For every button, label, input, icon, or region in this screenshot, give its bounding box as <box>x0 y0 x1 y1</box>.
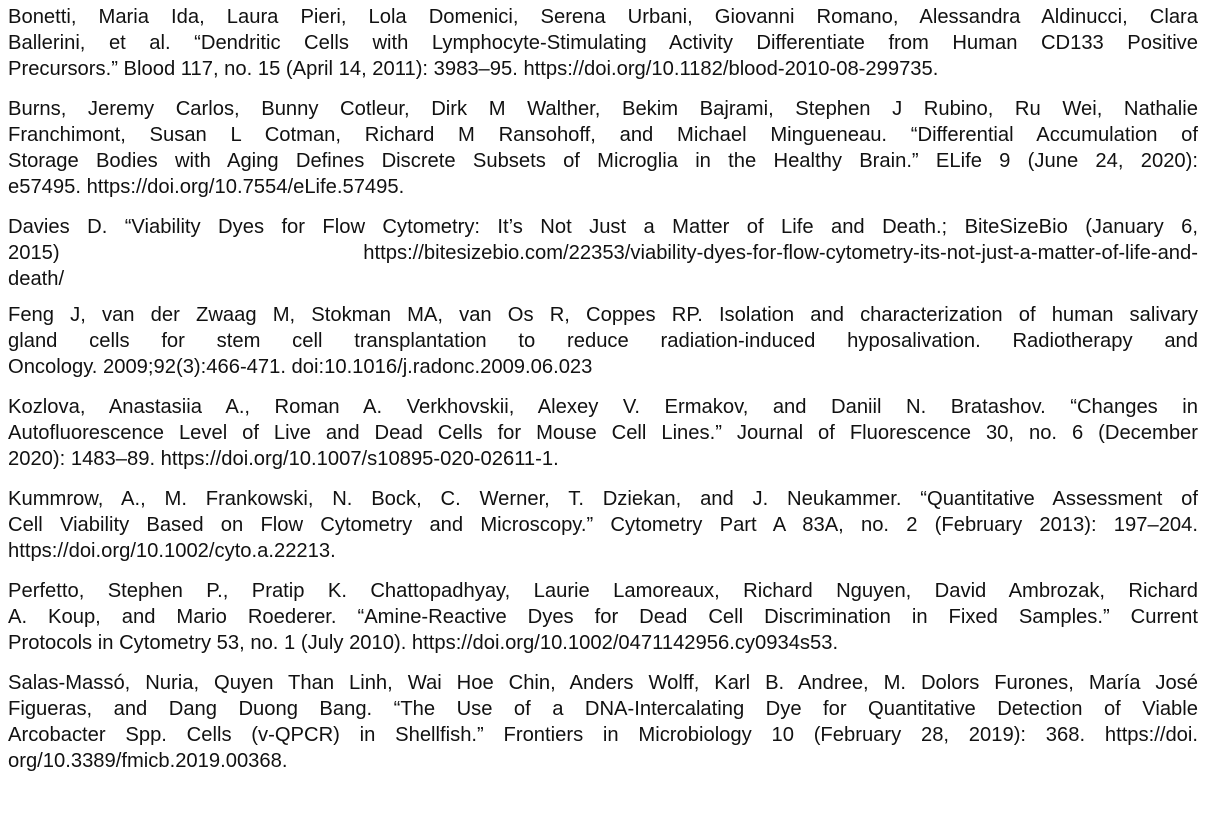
reference-line: Perfetto, Stephen P., Pratip K. Chattopadhyay, Laurie Lamoreaux, Richard Nguyen, David Ambrozak, Richard <box>8 580 1198 602</box>
spacer <box>8 472 1198 486</box>
spacer <box>8 82 1198 96</box>
reference-line: Figueras, and Dang Duong Bang. “The Use of a DNA-Intercalating Dye for Quantitative Detection of Viable <box>8 698 1198 720</box>
reference-line: Salas-Massó, Nuria, Quyen Than Linh, Wai Hoe Chin, Anders Wolff, Karl B. Andree, M. Dolors Furones, María José <box>8 672 1198 694</box>
reference-davies <box>8 214 1198 292</box>
reference-line: Burns, Jeremy Carlos, Bunny Cotleur, Dirk M Walther, Bekim Bajrami, Stephen J Rubino, Ru Wei, Nathalie <box>8 98 1198 120</box>
reference-line: Precursors.” Blood 117, no. 15 (April 14, 2011): 3983–95. https://doi.org/10.1182/blood-2010-08-299735. <box>8 58 939 80</box>
reference-line: e57495. https://doi.org/10.7554/eLife.57495. <box>8 176 405 198</box>
spacer <box>8 564 1198 578</box>
reference-line: Oncology. 2009;92(3):466-471. doi:10.1016/j.radonc.2009.06.023 <box>8 356 593 378</box>
reference-perfetto <box>8 578 1198 656</box>
reference-line: https://doi.org/10.1002/cyto.a.22213. <box>8 540 336 562</box>
reference-line: Davies D. “Viability Dyes for Flow Cytometry: It’s Not Just a Matter of Life and Death.; BiteSizeBio (January 6, <box>8 216 1198 238</box>
reference-line: death/ <box>8 268 65 290</box>
spacer <box>8 200 1198 214</box>
reference-line: 2020): 1483–89. https://doi.org/10.1007/s10895-020-02611-1. <box>8 448 559 470</box>
reference-line: Protocols in Cytometry 53, no. 1 (July 2010). https://doi.org/10.1002/0471142956.cy0934s53. <box>8 632 839 654</box>
reference-line: Autofluorescence Level of Live and Dead Cells for Mouse Cell Lines.” Journal of Fluorescence 30, no. 6 (December <box>8 422 1198 444</box>
reference-feng <box>8 302 1198 380</box>
spacer <box>8 292 1198 302</box>
reference-line: Bonetti, Maria Ida, Laura Pieri, Lola Domenici, Serena Urbani, Giovanni Romano, Alessandra Aldinucci, Clara <box>8 6 1198 28</box>
reference-line: A. Koup, and Mario Roederer. “Amine-Reactive Dyes for Dead Cell Discrimination in Fixed Samples.” Current <box>8 606 1198 628</box>
reference-line: Franchimont, Susan L Cotman, Richard M Ransohoff, and Michael Mingueneau. “Differential Accumulation of <box>8 124 1198 146</box>
spacer <box>8 380 1198 394</box>
reference-line: gland cells for stem cell transplantation to reduce radiation-induced hyposalivation. Radiotherapy and <box>8 330 1198 352</box>
spacer <box>8 656 1198 670</box>
reference-burns <box>8 96 1198 200</box>
reference-line: Ballerini, et al. “Dendritic Cells with Lymphocyte-Stimulating Activity Differentiate from Human CD133 Positive <box>8 32 1198 54</box>
reference-kummrow <box>8 486 1198 564</box>
reference-bonetti <box>8 4 1198 82</box>
reference-line: Arcobacter Spp. Cells (v-QPCR) in Shellfish.” Frontiers in Microbiology 10 (February 28, 2019): 368. https://doi. <box>8 724 1198 746</box>
reference-line: Cell Viability Based on Flow Cytometry and Microscopy.” Cytometry Part A 83A, no. 2 (February 2013): 197–204. <box>8 514 1198 536</box>
reference-line: Storage Bodies with Aging Defines Discrete Subsets of Microglia in the Healthy Brain.” ELife 9 (June 24, 2020): <box>8 150 1198 172</box>
reference-line: Kozlova, Anastasiia A., Roman A. Verkhovskii, Alexey V. Ermakov, and Daniil N. Bratashov. “Changes in <box>8 396 1198 418</box>
reference-list <box>8 4 1198 774</box>
reference-salas-masso <box>8 670 1198 774</box>
reference-line: org/10.3389/fmicb.2019.00368. <box>8 750 288 772</box>
reference-line: Kummrow, A., M. Frankowski, N. Bock, C. Werner, T. Dziekan, and J. Neukammer. “Quantitative Assessment of <box>8 488 1198 510</box>
reference-line: 2015) https://bitesizebio.com/22353/viability-dyes-for-flow-cytometry-its-not-just-a-matter-of-life-and- <box>8 242 1198 264</box>
reference-line: Feng J, van der Zwaag M, Stokman MA, van Os R, Coppes RP. Isolation and characterization of human salivary <box>8 304 1198 326</box>
reference-kozlova <box>8 394 1198 472</box>
